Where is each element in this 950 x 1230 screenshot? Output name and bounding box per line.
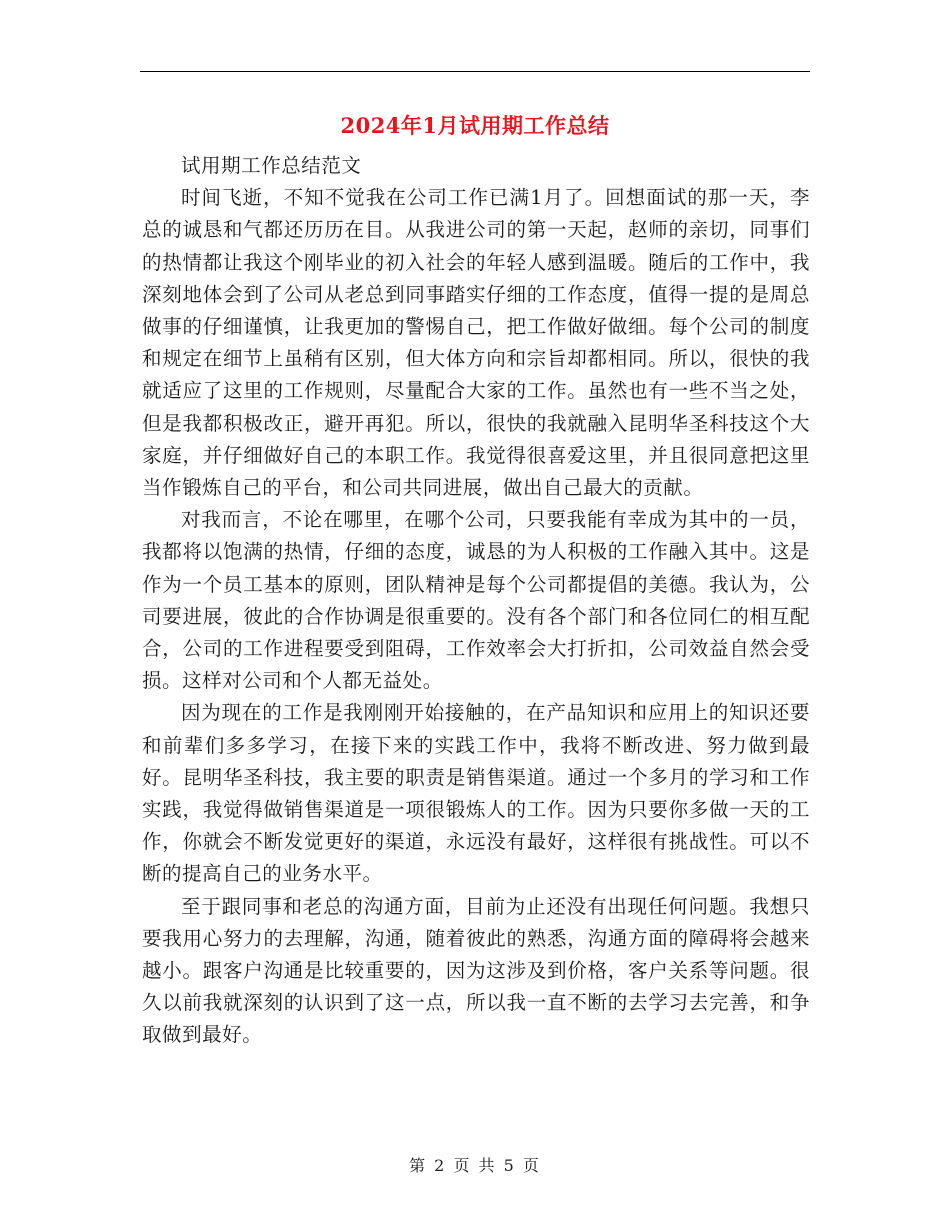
paragraph-4: 至于跟同事和老总的沟通方面，目前为止还没有出现任何问题。我想只要我用心努力的去理解，沟通，随着彼此的熟悉，沟通方面的障碍将会越来越小。跟客户沟通是比较重要的，因为这涉及到价格，客户关系等问题。很久以前我就深刻的认识到了这一点，所以我一直不断的去学习去完善，和争取做到最好。 [142, 894, 810, 1047]
paragraph-1: 时间飞逝，不知不觉我在公司工作已满1月了。回想面试的那一天，李总的诚恳和气都还历历在目。从我进公司的第一天起，赵师的亲切，同事们的热情都让我这个刚毕业的初入社会的年轻人感到温暖。随后的工作中，我深刻地体会到了公司从老总到同事踏实仔细的工作态度，值得一提的是周总做事的仔细谨慎，让我更加的警惕自己，把工作做好做细。每个公司的制度和规定在细节上虽稍有区别，但大体方向和宗旨却都相同。所以，很快的我就适应了这里的工作规则，尽量配合大家的工作。虽然也有一些不当之处，但是我都积极改正，避开再犯。所以，很快的我就融入昆明华圣科技这个大家庭，并仔细做好自己的本职工作。我觉得很喜爱这里，并且很同意把这里当作锻炼自己的平台，和公司共同进展，做出自己最大的贡献。 [142, 186, 810, 500]
paragraph-3: 因为现在的工作是我刚刚开始接触的，在产品知识和应用上的知识还要和前辈们多多学习，在接下来的实践工作中，我将不断改进、努力做到最好。昆明华圣科技，我主要的职责是销售渠道。通过一个多月的学习和工作实践，我觉得做销售渠道是一项很锻炼人的工作。因为只要你多做一天的工作，你就会不断发觉更好的渠道，永远没有最好，这样很有挑战性。可以不断的提高自己的业务水平。 [142, 701, 810, 886]
header-rule [140, 71, 810, 72]
paragraph-2: 对我而言，不论在哪里，在哪个公司，只要我能有幸成为其中的一员，我都将以饱满的热情，仔细的态度，诚恳的为人积极的工作融入其中。这是作为一个员工基本的原则，团队精神是每个公司都提倡的美德。我认为，公司要进展，彼此的合作协调是很重要的。没有各个部门和各位同仁的相互配合，公司的工作进程要受到阻碍，工作效率会大打折扣，公司效益自然会受损。这样对公司和个人都无益处。 [142, 508, 810, 693]
document-subtitle: 试用期工作总结范文 [181, 154, 362, 177]
document-title: 2024年1月试用期工作总结 [340, 113, 610, 138]
page-number: 第 2 页 共 5 页 [409, 1156, 541, 1175]
document-body [142, 150, 810, 1052]
